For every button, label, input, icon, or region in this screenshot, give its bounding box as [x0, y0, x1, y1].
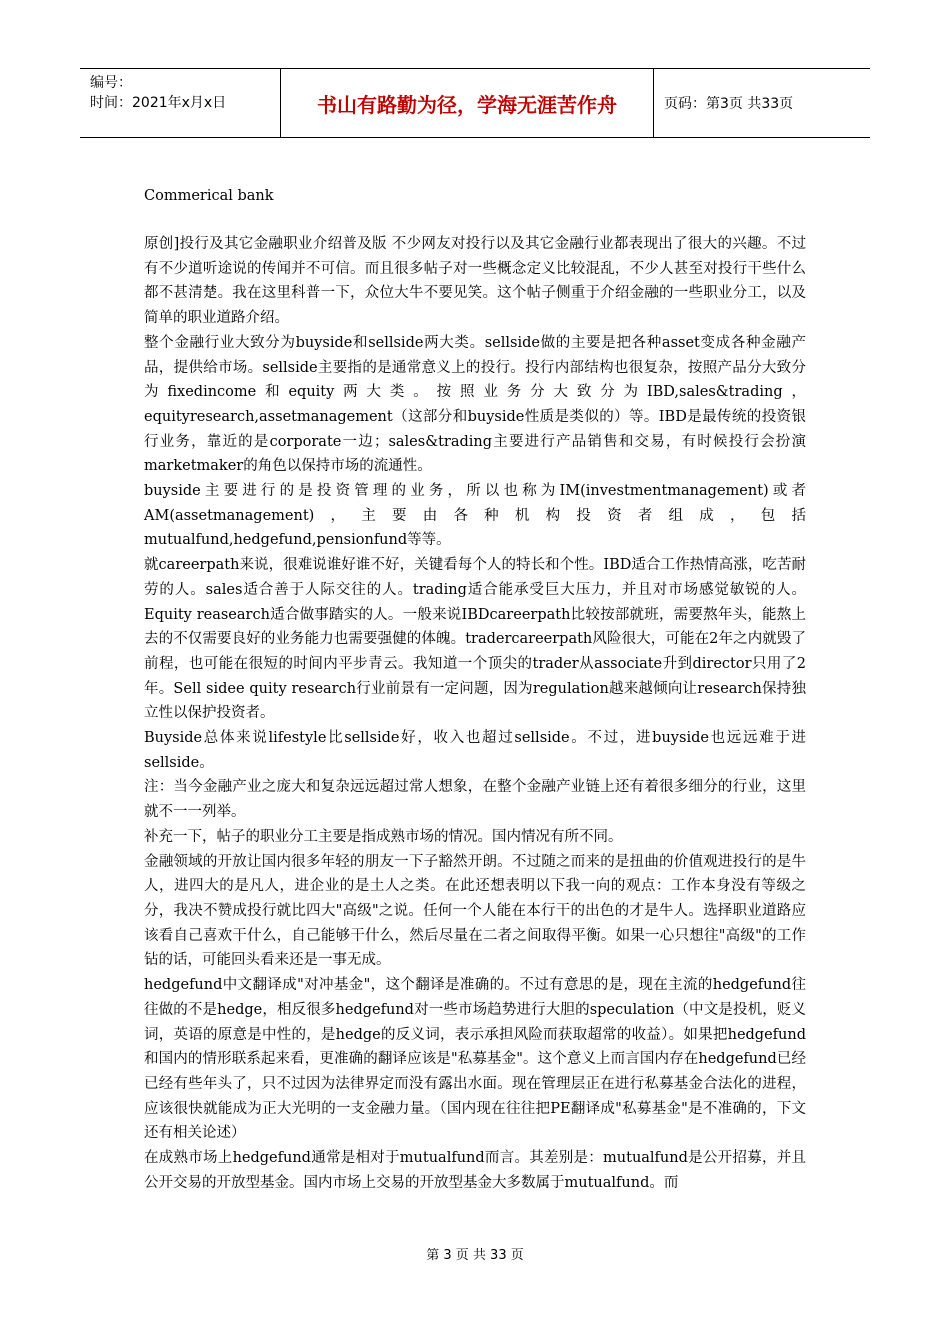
paragraph: 整个金融行业大致分为buyside和sellside两大类。sellside做的主要是把各种asset变成各种金融产品，提供给市场。sellside主要指的是通常意义上的投行。投行内部结构也很复杂，按照产品分大致分为fixedincome和equity两大类。按照业务分大致分为IBD,sales&trading，equityresearch,assetmanagement（这部分和buyside性质是类似的）等。IBD是最传统的投资银行业务，靠近的是corporate一边；sales&trading主要进行产品销售和交易，有时候投行会扮演marketmaker的角色以保持市场的流通性。: [144, 334, 806, 475]
paragraph: hedgefund中文翻译成"对冲基金"，这个翻译是准确的。不过有意思的是，现在主流的hedgefund往往做的不是hedge，相反很多hedgefund对一些市场趋势进行大胆的speculation（中文是投机，贬义词，英语的原意是中性的，是hedge的反义词，表示承担风险而获取超常的收益）。如果把hedgefund和国内的情形联系起来看，更准确的翻译应该是"私募基金"。这个意义上而言国内存在hedgefund已经已经有些年头了，只不过因为法律界定而没有露出水面。现在管理层正在进行私募基金合法化的进程，应该很快就能成为正大光明的一支金融力量。（国内现在往往把PE翻译成"私募基金"是不准确的，下文还有相关论述）: [144, 977, 806, 1142]
paragraph: 金融领域的开放让国内很多年轻的朋友一下子豁然开朗。不过随之而来的是扭曲的价值观进投行的是牛人，进四大的是凡人，进企业的是土人之类。在此还想表明以下我一向的观点：工作本身没有等级之分，我决不赞成投行就比四大"高级"之说。任何一个人能在本行干的出色的才是牛人。选择职业道路应该看自己喜欢干什么，自己能够干什么，然后尽量在二者之间取得平衡。如果一心只想往"高级"的工作钻的话，可能回头看来还是一事无成。: [144, 853, 806, 969]
header-meta: [80, 69, 280, 137]
paragraph: 原创]投行及其它金融职业介绍普及版 不少网友对投行以及其它金融行业都表现出了很大的兴趣。不过有不少道听途说的传闻并不可信。而且很多帖子对一些概念定义比较混乱，不少人甚至对投行干些什么都不甚清楚。我在这里科普一下，众位大牛不要见笑。这个帖子侧重于介绍金融的一些职业分工，以及简单的职业道路介绍。: [144, 236, 806, 327]
document-date: 时间：2021年x月x日: [90, 95, 227, 111]
document-body: [144, 184, 806, 1195]
paragraph: 就careerpath来说，很难说谁好谁不好，关键看每个人的特长和个性。IBD适合工作热情高涨，吃苦耐劳的人。sales适合善于人际交往的人。trading适合能承受巨大压力，并且对市场感觉敏锐的人。Equity reasearch适合做事踏实的人。一般来说IBDcareerpath比较按部就班，需要熬年头，能熬上去的不仅需要良好的业务能力也需要强健的体魄。tradercareerpath风险很大，可能在2年之内就毁了前程，也可能在很短的时间内平步青云。我知道一个顶尖的trader从associate升到director只用了2年。Sell sidee quity research行业前景有一定问题，因为regulation越来越倾向让research保持独立性以保护投资者。: [144, 557, 806, 722]
page-footer: 第 3 页 共 33 页: [426, 1248, 524, 1263]
header-motto: 书山有路勤为径，学海无涯苦作舟: [280, 69, 654, 137]
header-page-info: 页码：第3页 共33页: [664, 96, 794, 112]
document-header: [80, 68, 870, 138]
paragraph: buyside主要进行的是投资管理的业务，所以也称为IM(investmentmanagement)或者AM(assetmanagement)，主要由各种机构投资者组成，包括mutualfund,hedgefund,pensionfund等等。: [144, 483, 806, 549]
paragraph: Buyside总体来说lifestyle比sellside好，收入也超过sellside。不过，进buyside也远远难于进sellside。: [144, 730, 806, 771]
paragraph: 注：当今金融产业之庞大和复杂远远超过常人想象，在整个金融产业链上还有着很多细分的行业，这里就不一一列举。: [144, 779, 806, 821]
document-number-label: 编号：: [90, 75, 132, 91]
paragraph: 在成熟市场上hedgefund通常是相对于mutualfund而言。其差别是：mutualfund是公开招募，并且公开交易的开放型基金。国内市场上交易的开放型基金大多数属于mutualfund。而: [144, 1150, 806, 1191]
document-title: Commerical bank: [144, 188, 274, 204]
paragraph: 补充一下，帖子的职业分工主要是指成熟市场的情况。国内情况有所不同。: [144, 828, 623, 845]
